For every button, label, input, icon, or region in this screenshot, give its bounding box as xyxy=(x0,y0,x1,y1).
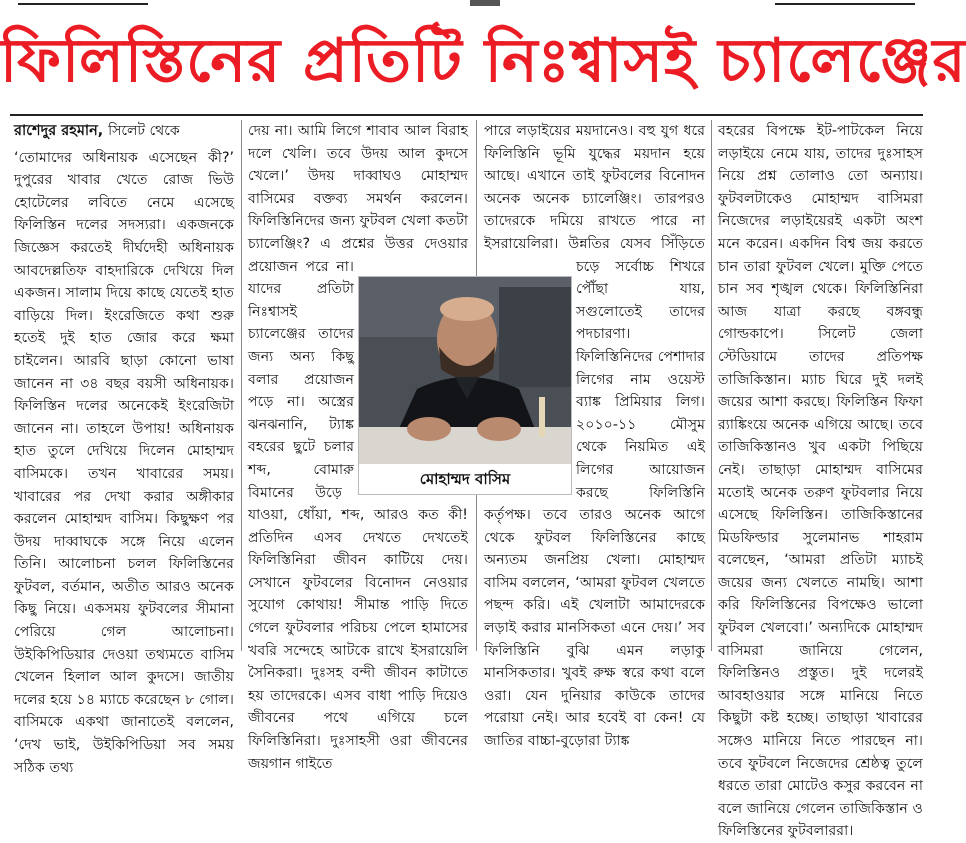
article-column-1 xyxy=(14,120,234,776)
player-portrait-image xyxy=(359,277,571,464)
column-divider xyxy=(711,120,712,651)
photo xyxy=(358,276,572,495)
headline-rule xyxy=(10,114,923,116)
headline: ফিলিস্তিনের প্রতিটি নিঃশ্বাসই চ্যালেঞ্জের xyxy=(0,26,966,96)
top-border xyxy=(0,0,933,10)
column-text: বহরের বিপক্ষে ইট-পাটকেল নিয়ে লড়াইয়ে নেমে যায়, তাদের দুঃসাহস নিয়ে প্রশ্ন তোলাও তো অন্যায়। ফুটবলটাকেও মোহাম্মদ বাসিমরা নিজেদের লড়াইয়েরই একটা অংশ মনে করেন। একদিন বিশ্ব জয় করতে চান তারা ফুটবল খেলে। মুক্তি পেতে চান সব শৃঙ্খল থেকে। ফিলিস্তিনিরা আজ যাত্রা করছে বঙ্গবন্ধু গোল্ডকাপে। সিলেট জেলা স্টেডিয়ামে তাদের প্রতিপক্ষ তাজিকিস্তান। ম্যাচ ঘিরে দুই দলই জয়ের আশা করছে। ফিলিস্তিন ফিফা র‍্যাঙ্কিংয়ে অনেক এগিয়ে আছে। তবে তাজিকিস্তানও খুব একটা পিছিয়ে নেই। তাছাড়া মোহাম্মদ বাসিমের মতোই অনেক তরুণ ফুটবলার নিয়ে এসেছে ফিলিস্তিন। তাজিকিস্তানের মিডফিল্ডার সুলেমানভ শাহরাম বলেছেন, ‘আমরা প্রতিটা ম্যাচই জয়ের জন্য খেলতে নামছি। আশা করি ফিলিস্তিনের বিপক্ষেও ভালো ফুটবল খেলবো।’ অন্যদিকে মোহাম্মদ বাসিমরা জানিয়ে গেলেন, ফিলিস্তিনও প্রস্তুত। দুই দলেরই আবহাওয়ার সঙ্গে মানিয়ে নিতে কিছুটা কষ্ট হচ্ছে। তাছাড়া খাবারের সঙ্গেও মানিয়ে নিতে পারছেন না। তবে ফুটবলে নিজেদের শ্রেষ্ঠত্ব তুলে ধরতে তারা মোটেও কসুর করবেন না বলে জানিয়ে গেলেন তাজিকিস্তান ও ফিলিস্তিনের ফুটবলাররা। xyxy=(718,123,923,840)
column-text: ‘তোমাদের অধিনায়ক এসেছেন কী?’ দুপুরের খাবার খেতে রোজ ভিউ হোটেলের লবিতে নেমে এসেছে ফিলিস্তিন দলের সদস্যরা। একজনকে জিজ্ঞেস করতেই দীর্ঘদেহী অধিনায়ক আবদেল্লতিফ বাহদারিকে দেখিয়ে দিল একজন। সালাম দিয়ে কাছে যেতেই হাত বাড়িয়ে দিল। ইংরেজিতে কথা শুরু হতেই দুই হাত জোর করে ক্ষমা চাইলেন। আরবি ছাড়া কোনো ভাষা জানেন না ৩৪ বছর বয়সী অধিনায়ক। ফিলিস্তিন দলের অনেকেই ইংরেজিটা জানেন না। তাহলে উপায়! অধিনায়ক হাত তুলে দেখিয়ে দিলেন মোহাম্মদ বাসিমকে। তখন খাবারের সময়। খাবারের পর দেখা করার অঙ্গীকার করলেন মোহাম্মদ বাসিম। কিছুক্ষণ পর উদয় দাব্বাঘকে সঙ্গে নিয়ে এলেন তিনি। আলোচনা চলল ফিলিস্তিনের ফুটবল, বর্তমান, অতীত আরও অনেক কিছু নিয়ে। একসময় ফুটবলের সীমানা পেরিয়ে গেল আলোচনা। উইকিপিডিয়ার দেওয়া তথ্যমতে বাসিম খেলেন হিলাল আল কুদসে। জাতীয় দলের হয়ে ১৪ ম্যাচে করেছেন ৮ গোল। বাসিমকে একথা জানাতেই বললেন, ‘দেখ ভাই, উইকিপিডিয়া সব সময় সঠিক তথ্য xyxy=(14,149,234,776)
column-divider xyxy=(241,120,242,651)
byline: রাশেদুর রহমান, সিলেট থেকে xyxy=(14,123,180,139)
column-text: দেয় না। আমি লিগে শাবাব আল বিরাহ দলে খেলি। তবে উদয় আল কুদসে খেলে।’ উদয় দাব্বাঘও মোহাম্মদ বাসিমের বক্তব্য সমর্থন করলেন। ফিলিস্তিনিদের জন্য ফুটবল খেলা কতটা চ্যালেঞ্জিং? এ প্রশ্নের উত্তর দেওয়ার প্রয়োজন পরে না। যাদের প্রতিটা নিঃশ্বাসই চ্যালেঞ্জের তাদের জন্য অন্য কিছু বলার প্রয়োজন পড়ে না। অস্ত্রের ঝনঝনানি, ট্যাঙ্ক বহরের ছুটে চলার শব্দ, বোমারু বিমানের উড়ে যাওয়া, ধোঁয়া, শব্দ, আরও কত কী! প্রতিদিন এসব দেখতে দেখতেই ফিলিস্তিনিরা জীবন কাটিয়ে দেয়। সেখানে ফুটবলের বিনোদন নেওয়ার সুযোগ কোথায়! সীমান্ত পাড়ি দিতে গেলে ফুটবলার পরিচয় পেলে হামাসের খবরি সন্দেহে আটকে রাখে ইসরায়েলি সৈনিকরা। দুঃসহ বন্দী জীবন কাটাতে হয় তাদেরকে। এসব বাধা পাড়ি দিয়েও জীবনের পথে এগিয়ে চলে ফিলিস্তিনিরা। দুঃসাহসী ওরা জীবনের জয়গান গাইতে xyxy=(248,123,468,772)
byline-location: সিলেট থেকে xyxy=(108,123,180,139)
article-column-4 xyxy=(718,120,923,840)
column-text: পারে লড়াইয়ের ময়দানেও। বহু যুগ ধরে ফিলিস্তিনি ভূমি যুদ্ধের ময়দান হয়ে আছে। এখানে তাই ফুটবলের বিনোদন অনেক অনেক চ্যালেঞ্জিং। তারপরও তাদেরকে দমিয়ে রাখতে পারে না ইসরায়েলিরা। উন্নতির যেসব সিঁড়িতে চড়ে সর্বোচ্চ শিখরে পৌঁছা যায়, সগুলোতেই তাদের পদচারণা। ফিলিস্তিনিদের পেশাদার লিগের নাম ওয়েস্ট ব্যাঙ্ক প্রিমিয়ার লিগ। ২০১০-১১ মৌসুম থেকে নিয়মিত এই লিগের আয়োজন করছে ফিলিস্তিনি কর্তৃপক্ষ। তবে তারও অনেক আগে থেকে ফুটবল ফিলিস্তিনের কাছে অন্যতম জনপ্রিয় খেলা। মোহাম্মদ বাসিম বললেন, ‘আমরা ফুটবল খেলতে পছন্দ করি। এই খেলাটা আমাদেরকে লড়াই করার মানসিকতা এনে দেয়।’ সব ফিলিস্তিনি বুঝি এমন লড়াকু মানসিকতার। খুবই রুক্ষ স্বরে কথা বলে ওরা। যেন দুনিয়ার কাউকে তাদের পরোয়া নেই। আর হবেই বা কেন! যে জাতির বাচ্চা-বুড়োরা ট্যাঙ্ক xyxy=(484,123,705,750)
byline-name: রাশেদুর রহমান xyxy=(14,123,98,139)
photo-caption: মোহাম্মদ বাসিম xyxy=(359,464,571,494)
